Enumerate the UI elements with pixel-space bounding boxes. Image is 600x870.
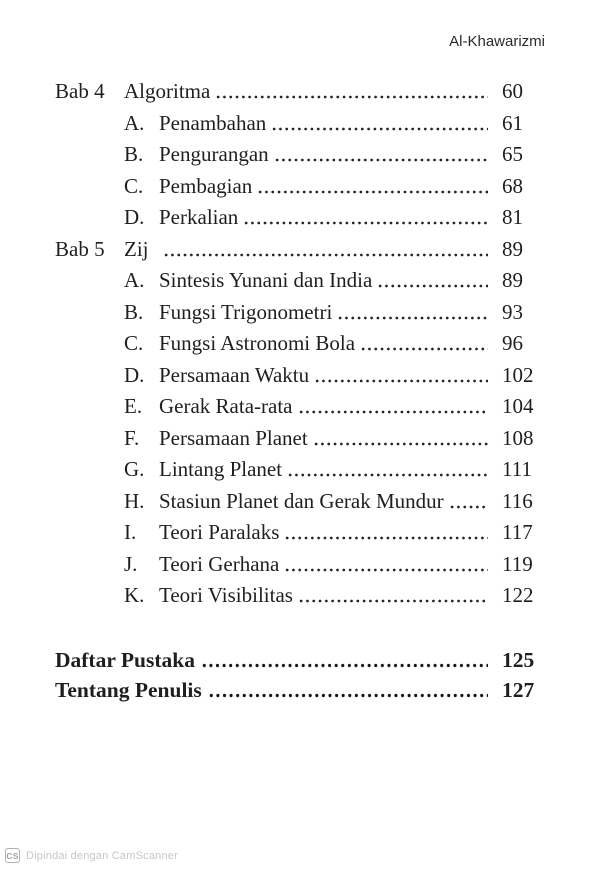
toc-item-letter: C. [124,173,144,198]
toc-row [55,171,540,203]
toc-item-letter: G. [124,457,145,481]
dot-leader [377,265,488,297]
dot-leader [298,580,488,612]
toc-item-letter: K. [124,583,145,607]
toc-row [55,202,540,234]
toc-item-letter: D. [124,362,145,387]
toc-item-title: Teori Paralaks [159,520,280,544]
toc-row [55,580,540,612]
toc-chapter-label [55,360,124,392]
dot-leader [208,675,488,705]
camscanner-note: Dipindai dengan CamScanner [26,849,178,862]
dot-leader [360,328,488,360]
back-matter-title: Tentang Penulis [55,677,202,702]
toc-chapter-label: Bab 5 [55,236,105,261]
toc-item-title: Pembagian [159,173,253,198]
toc-page-number: 89 [502,268,523,292]
table-of-contents [55,76,540,705]
dot-leader [313,423,488,455]
dot-leader [298,391,489,423]
back-matter-page-number: 125 [502,647,535,672]
toc-chapter-label [55,265,124,297]
dot-leader [284,549,488,581]
toc-item-title: Teori Gerhana [159,551,280,576]
toc-chapter-label [55,171,124,203]
toc-chapter-label [55,202,124,234]
back-matter-title: Daftar Pustaka [55,647,195,672]
toc-page-number: 96 [502,331,523,355]
dot-leader [243,202,488,234]
toc-row [55,234,540,266]
toc-row [55,486,540,518]
running-header-title: Al-Khawarizmi [449,33,545,50]
camscanner-watermark [5,848,178,863]
toc-page-number: 116 [502,488,533,513]
toc-item-title: Perkalian [159,205,239,229]
dot-leader [449,486,488,518]
dot-leader [201,645,488,675]
toc-page-number: 111 [502,457,532,481]
toc-row [55,423,540,455]
toc-chapter-label [55,549,124,581]
dot-leader [287,454,488,486]
toc-chapter-label [55,297,124,329]
toc-item-title: Pengurangan [159,142,269,166]
toc-chapter-label [55,423,124,455]
toc-row [55,454,540,486]
toc-item-title: Persamaan Waktu [159,362,310,387]
toc-chapter-label [55,328,124,360]
toc-page-number: 117 [502,520,533,544]
back-matter-page-number: 127 [502,677,535,702]
toc-item-letter: A. [124,110,145,135]
back-matter-row [55,675,540,705]
toc-page-number: 119 [502,551,533,576]
toc-item-letter: E. [124,394,143,418]
toc-item-title: Fungsi Astronomi Bola [159,331,356,355]
toc-row [55,328,540,360]
toc-row [55,108,540,140]
toc-page-number: 89 [502,236,523,261]
toc-chapter-label: Bab 4 [55,79,105,103]
toc-chapter-label [55,486,124,518]
toc-item-letter: H. [124,488,145,513]
toc-item-letter: C. [124,331,144,355]
dot-leader [274,139,488,171]
toc-item-title: Lintang Planet [159,457,283,481]
back-matter-row [55,645,540,675]
toc-item-letter: B. [124,142,144,166]
dot-leader [163,234,489,266]
dot-leader [314,360,488,392]
toc-item-title: Penambahan [159,110,267,135]
toc-page-number: 65 [502,142,523,166]
toc-page-number: 93 [502,299,523,324]
toc-row [55,297,540,329]
toc-item-title: Fungsi Trigonometri [159,299,333,324]
toc-row [55,391,540,423]
toc-page-number: 81 [502,205,523,229]
toc-item-letter: J. [124,551,138,576]
toc-row [55,549,540,581]
toc-item-title: Algoritma [124,79,211,103]
toc-page-number: 108 [502,425,534,450]
toc-chapter-label [55,108,124,140]
back-matter-section [55,645,540,705]
toc-row [55,139,540,171]
toc-row [55,76,540,108]
dot-leader [337,297,488,329]
dot-leader [215,76,488,108]
toc-row [55,265,540,297]
toc-item-title: Stasiun Planet dan Gerak Mundur [159,488,444,513]
toc-item-letter: D. [124,205,145,229]
toc-chapter-label [55,454,124,486]
toc-item-title: Teori Visibilitas [159,583,293,607]
toc-row [55,517,540,549]
toc-chapter-label [55,391,124,423]
toc-item-title: Gerak Rata-rata [159,394,293,418]
toc-item-letter: A. [124,268,145,292]
toc-item-title: Zij [124,236,149,261]
toc-page-number: 104 [502,394,534,418]
toc-item-letter: I. [124,520,137,544]
toc-page-number: 60 [502,79,523,103]
toc-item-letter: F. [124,425,140,450]
dot-leader [284,517,488,549]
toc-page-number: 61 [502,110,523,135]
toc-page-number: 122 [502,583,534,607]
toc-chapter-label [55,517,124,549]
toc-chapter-label [55,580,124,612]
dot-leader [271,108,488,140]
toc-item-letter: B. [124,299,144,324]
toc-page-number: 68 [502,173,523,198]
toc-chapter-label [55,139,124,171]
toc-item-title: Sintesis Yunani dan India [159,268,373,292]
camscanner-icon: CS [5,848,20,863]
toc-page-number: 102 [502,362,534,387]
dot-leader [257,171,488,203]
toc-row [55,360,540,392]
toc-item-title: Persamaan Planet [159,425,308,450]
